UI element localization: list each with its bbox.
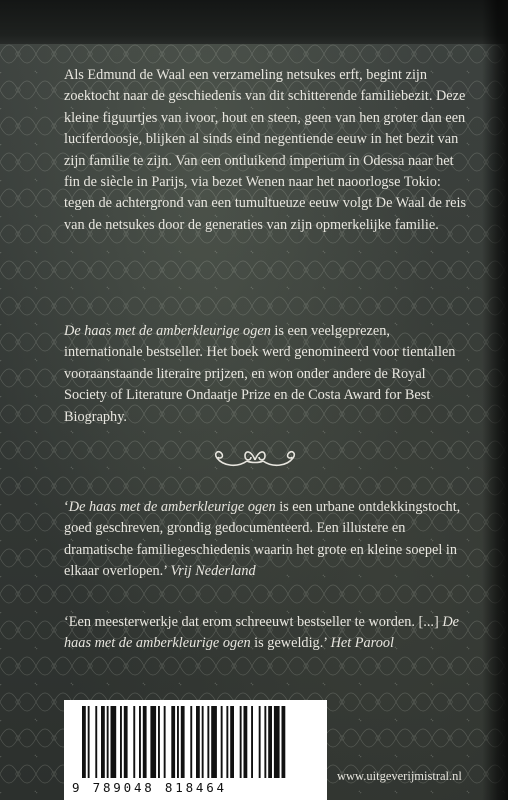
barcode-bar [181, 706, 185, 778]
isbn-barcode [64, 700, 327, 800]
barcode-bar [120, 706, 122, 778]
barcode-bar [207, 706, 209, 778]
barcode-bar [211, 706, 217, 778]
quote-opening-text: ‘Een meesterwerkje dat erom schreeuwt bestseller te worden. [...] [64, 614, 443, 630]
barcode-bar [177, 706, 179, 778]
quote-source: Het Parool [330, 635, 394, 652]
barcode-bar [190, 706, 192, 778]
barcode-bar [101, 706, 105, 778]
barcode-bar [95, 706, 97, 778]
top-band [0, 0, 508, 44]
barcode-bar [111, 706, 117, 778]
barcode-bar [230, 706, 234, 778]
barcode-bar [107, 706, 109, 778]
barcode-bar [264, 706, 266, 778]
barcode-bar [171, 706, 175, 778]
book-title-italic: De haas met de amberkleurige ogen [64, 323, 271, 339]
quote-book-title: De haas met de amberkleurige ogen [68, 499, 276, 515]
quote-source: Vrij Nederland [170, 563, 256, 580]
barcode-bar [124, 706, 128, 778]
quote-book-title: De haas met de amberkleurige ogen [64, 614, 459, 652]
barcode-bar [259, 706, 261, 778]
barcode-bar [143, 706, 147, 778]
quote-open-mark: ‘ [64, 499, 69, 515]
barcode-bar [158, 706, 160, 778]
barcode-bar [164, 706, 166, 778]
barcode-bar [274, 706, 280, 778]
barcode-bar [196, 706, 200, 778]
quote-body: is een urbane ontdekkingstocht, goed geschreven, grondig gedocumenteerd. Een illustere en dramatische familiegeschiedenis waarin het grote en kleine soepel in elkaar overlopen.’ [64, 499, 461, 580]
barcode-bar [82, 706, 86, 778]
barcode-bar [244, 706, 248, 778]
barcode-bar [88, 706, 90, 778]
barcode-bar [221, 706, 223, 778]
review-quote-het-parool [64, 612, 468, 655]
spine-edge-shadow [482, 0, 508, 800]
blurb-paragraph-2-text: is een veelgeprezen, internationale bestseller. Het boek werd genomineerd voor tientallen vooraanstaande literaire prijzen, en won onder andere de Royal Society of Literature Ondaatje Prize en de Costa Award for Best Biography. [64, 323, 456, 425]
barcode-bar [150, 706, 156, 778]
isbn-number: 9 789048 818464 [72, 780, 227, 795]
review-quote-vrij-nederland [64, 497, 468, 583]
publisher-url: www.uitgeverijmistral.nl [337, 769, 462, 783]
blurb-paragraph-1: Als Edmund de Waal een verzameling netsukes erft, begint zijn zoektocht naar de geschiedenis van dit schitterende familiebezit. Deze kleine figuurtjes van ivoor, hout en steen, geen van hen groter dan een luciferdoosje, blijken al sinds eind negentiende eeuw in het bezit van zijn familie te zijn. Van een ontluikend imperium in Odessa naar het fin de siècle in Parijs, via bezet Wenen naar het naoorlogse Tokio: tegen de achtergrond van een tumultueuze eeuw volgt De Waal de reis van de netsukes door de generaties van zijn opmerkelijke familie. [64, 67, 467, 233]
quote-body: is geweldig.’ [250, 635, 331, 652]
barcode-bar [139, 706, 141, 778]
blurb-paragraph-2 [64, 321, 468, 428]
barcode-bar [282, 706, 286, 778]
barcode-bar [133, 706, 135, 778]
ornament-flourish-icon [207, 446, 303, 470]
barcode-bar [202, 706, 204, 778]
barcode-bar [226, 706, 228, 778]
barcode-bar [251, 706, 253, 778]
barcode-bar [268, 706, 272, 778]
barcode-bars [64, 700, 327, 782]
barcode-bar [240, 706, 242, 778]
